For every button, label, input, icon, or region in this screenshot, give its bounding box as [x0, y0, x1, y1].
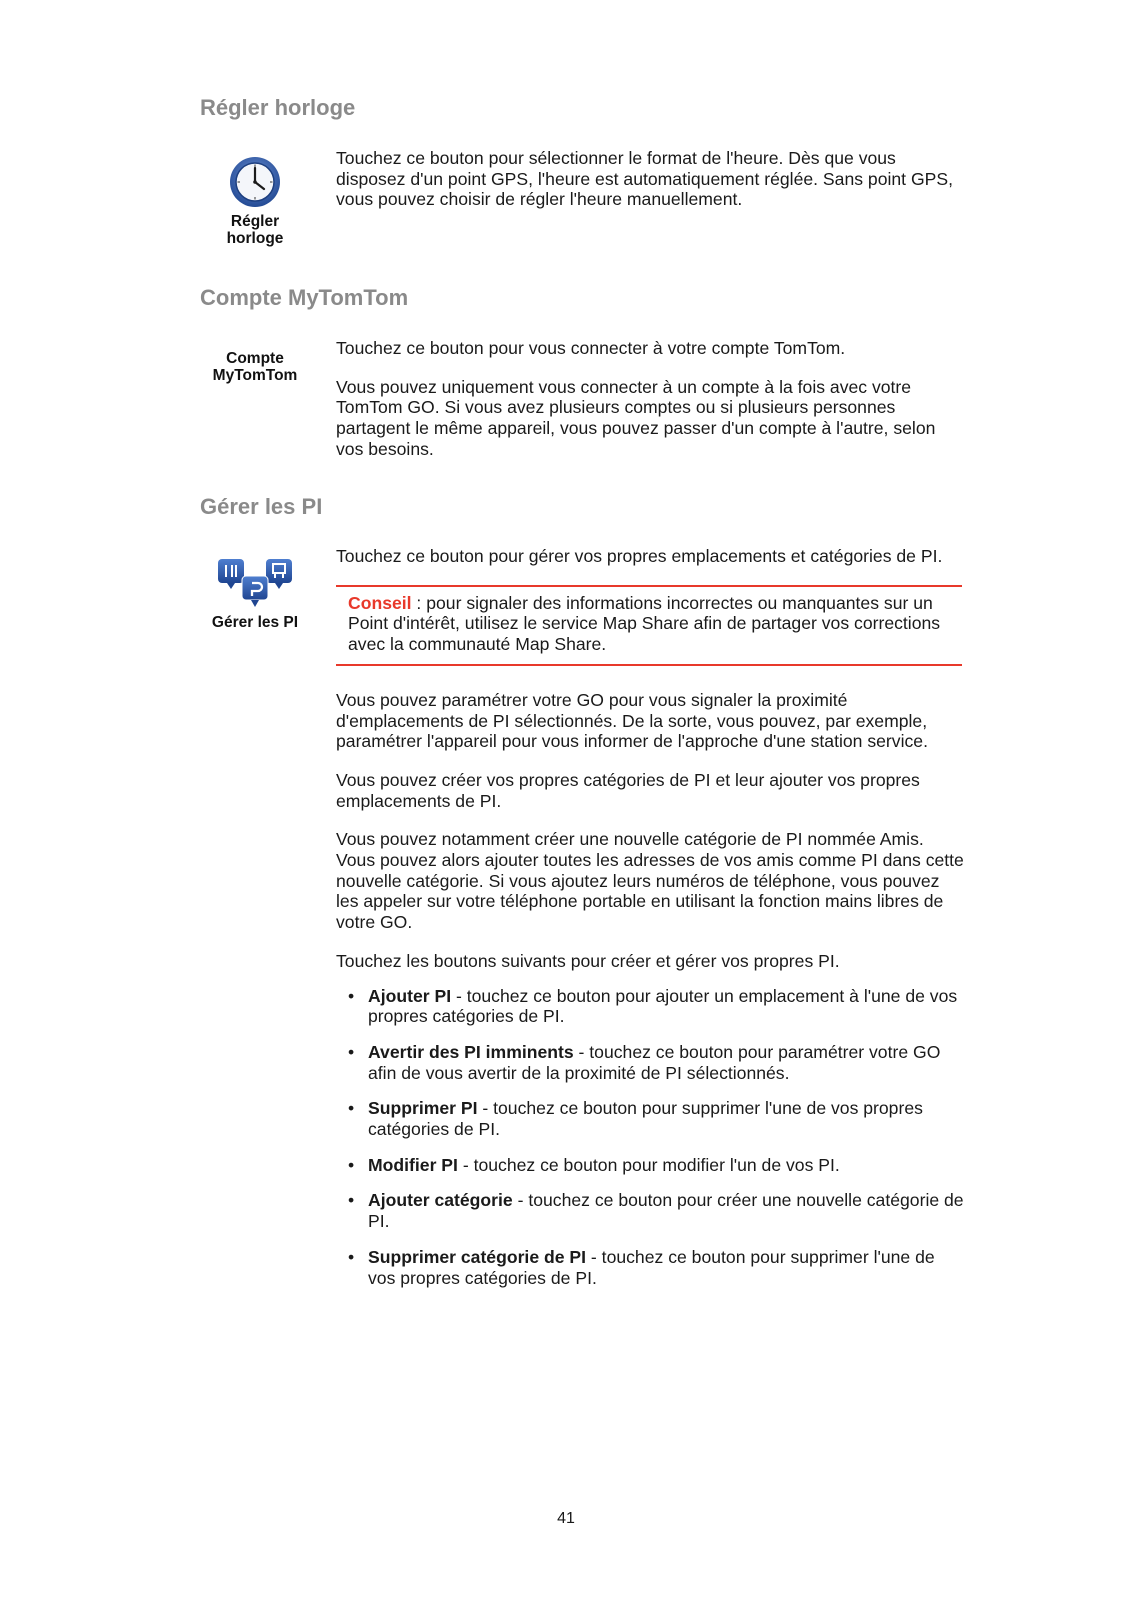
poi-button-label: Gérer les PI — [211, 614, 299, 631]
paragraph: Vous pouvez notamment créer une nouvelle catégorie de PI nommée Amis. Vous pouvez alors ajouter toutes les adresses de vos amis comme PI dans cette nouvelle catégorie. Si vous ajoutez leurs numéros de téléphone, vous pouvez les appeler sur votre téléphone portable en utilisant la fonction mains libres de votre GO. — [336, 829, 964, 933]
bullet: • — [348, 1154, 355, 1175]
clock-description — [336, 148, 966, 228]
paragraph: Touchez ce bouton pour gérer vos propres emplacements et catégories de PI. — [336, 546, 943, 566]
paragraph: Touchez ce bouton pour sélectionner le format de l'heure. Dès que vous disposez d'un point GPS, l'heure est automatiquement réglée. Sans point GPS, vous pouvez choisir de régler l'heure manuellement. — [336, 148, 954, 210]
account-description — [336, 338, 966, 478]
section-heading-poi: Gérer les PI — [200, 494, 323, 519]
list-item-term: Modifier PI — [368, 1154, 458, 1175]
clock-button[interactable] — [196, 156, 314, 247]
tip-text: : pour signaler des informations incorrectes ou manquantes sur un Point d'intérêt, utilisez le service Map Share afin de partager vos corrections avec la communauté Map Share. — [348, 592, 941, 655]
clock-icon — [229, 156, 281, 208]
list-item — [336, 1155, 966, 1176]
list-item-text: - touchez ce bouton pour ajouter un emplacement à l'une de vos propres catégories de PI. — [368, 985, 958, 1027]
list-item-text: - touchez ce bouton pour paramétrer votre GO afin de vous avertir de la proximité de PI sélectionnés. — [368, 1041, 941, 1083]
tip-label: Conseil — [348, 592, 412, 613]
list-item — [336, 1190, 966, 1231]
account-button-label: Compte MyTomTom — [212, 350, 298, 384]
poi-button[interactable] — [196, 556, 314, 631]
paragraph: Touchez les boutons suivants pour créer et gérer vos propres PI. — [336, 950, 840, 971]
bullet: • — [348, 1041, 355, 1062]
list-item-term: Ajouter catégorie — [368, 1190, 513, 1211]
list-item-term: Ajouter PI — [368, 985, 452, 1006]
paragraph: Vous pouvez paramétrer votre GO pour vous signaler la proximité d'emplacements de PI sélectionnés. De la sorte, vous pouvez, par exemple, paramétrer l'appareil pour vous informer de l'approche d'une station service. — [336, 689, 928, 752]
list-item-term: Supprimer PI — [368, 1098, 478, 1119]
poi-icon — [215, 556, 295, 610]
paragraph: Touchez ce bouton pour vous connecter à votre compte TomTom. — [336, 338, 846, 358]
list-item-text: - touchez ce bouton pour créer une nouvelle catégorie de PI. — [368, 1190, 964, 1232]
list-item — [336, 1247, 966, 1288]
list-item — [336, 1098, 966, 1139]
list-item-text: - touchez ce bouton pour supprimer l'une de vos propres catégories de PI. — [368, 1098, 923, 1140]
paragraph: Vous pouvez créer vos propres catégories de PI et leur ajouter vos propres emplacements de PI. — [336, 769, 920, 811]
bullet: • — [348, 1246, 355, 1267]
section-heading-account: Compte MyTomTom — [200, 285, 409, 310]
list-item-term: Avertir des PI imminents — [368, 1041, 574, 1062]
list-item-term: Supprimer catégorie de PI — [368, 1246, 587, 1267]
page-number: 41 — [557, 1510, 575, 1527]
tip-box — [336, 585, 962, 666]
account-button[interactable] — [196, 350, 314, 384]
poi-description — [336, 546, 966, 1303]
paragraph: Vous pouvez uniquement vous connecter à un compte à la fois avec votre TomTom GO. Si vous avez plusieurs comptes ou si plusieurs personnes partagent le même appareil, vous pouvez passer d'un compte à l'autre, selon vos besoins. — [336, 376, 936, 459]
clock-button-label: Régler horloge — [226, 213, 284, 247]
list-item — [336, 1042, 966, 1083]
section-heading-clock: Régler horloge — [200, 95, 356, 120]
list-item-text: - touchez ce bouton pour modifier l'un de vos PI. — [457, 1154, 840, 1175]
bullet: • — [348, 1190, 355, 1211]
bullet: • — [348, 1098, 355, 1119]
bullet: • — [348, 985, 355, 1006]
poi-buttons-list — [336, 986, 966, 1289]
list-item-text: - touchez ce bouton pour supprimer l'une de vos propres catégories de PI. — [368, 1246, 935, 1288]
list-item — [336, 986, 966, 1027]
